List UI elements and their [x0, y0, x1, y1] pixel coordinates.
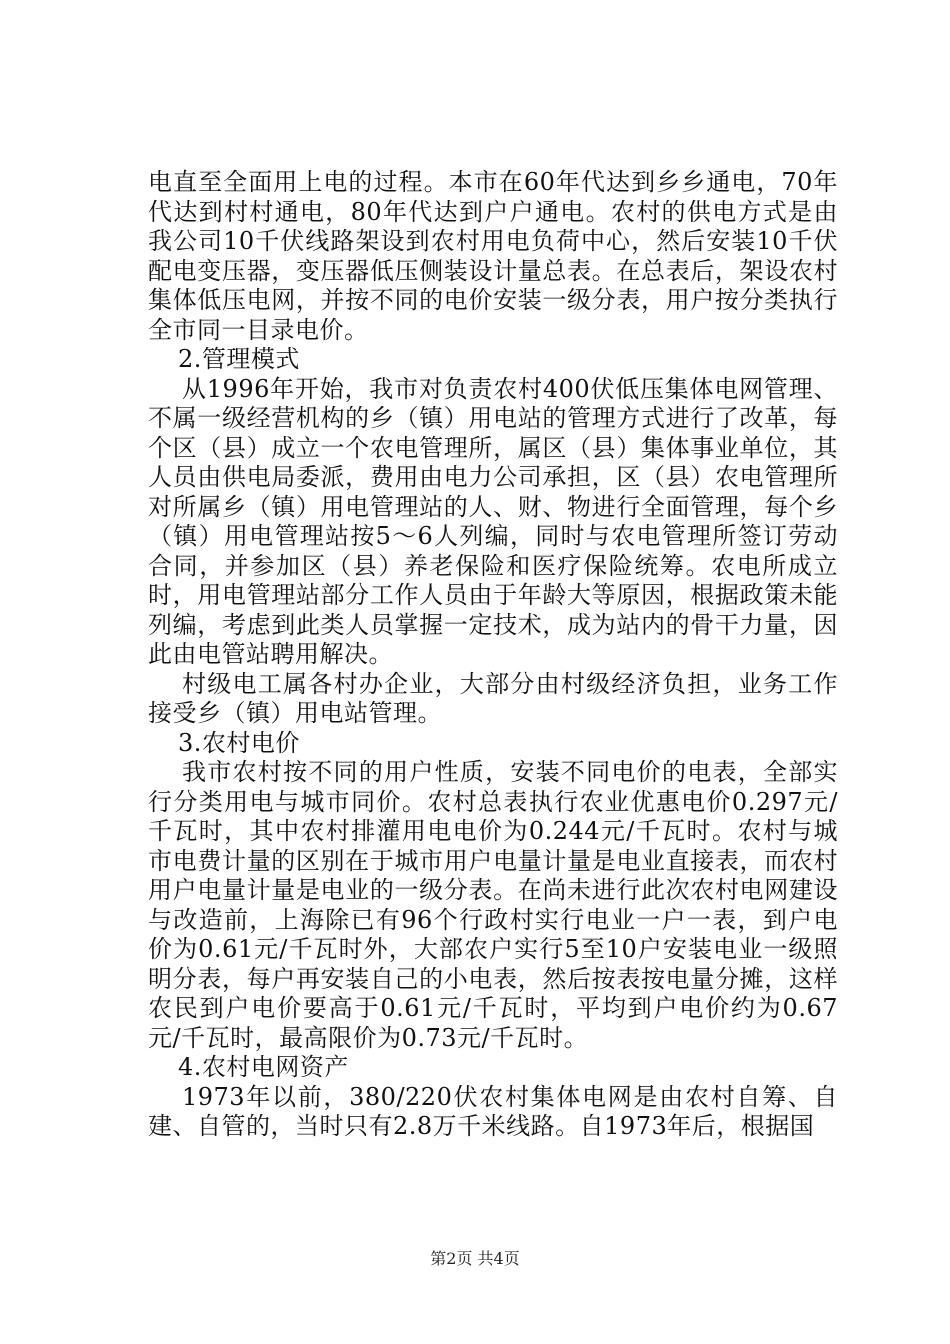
- paragraph: 1973年以前，380/220伏农村集体电网是由农村自筹、自建、自管的，当时只有2.8万千米线路。自1973年后，根据国: [148, 1082, 838, 1140]
- paragraph: 村级电工属各村办企业，大部分由村级经济负担，业务工作接受乡（镇）用电站管理。: [148, 669, 838, 727]
- page-footer: 第2页 共4页: [430, 1249, 520, 1268]
- paragraph: 从1996年开始，我市对负责农村400伏低压集体电网管理、不属一级经营机构的乡（镇）用电站的管理方式进行了改革，每个区（县）成立一个农电管理所，属区（县）集体事业单位，其人员由供电局委派，费用由电力公司承担，区（县）农电管理所对所属乡（镇）用电管理站的人、财、物进行全面管理，每个乡（镇）用电管理站按5～6人列编，同时与农电管理所签订劳动合同，并参加区（县）养老保险和医疗保险统筹。农电所成立时，用电管理站部分工作人员由于年龄大等原因，根据政策未能列编，考虑到此类人员掌握一定技术，成为站内的骨干力量，因此由电管站聘用解决。: [148, 374, 838, 668]
- paragraph: 电直至全面用上电的过程。本市在60年代达到乡乡通电，70年代达到村村通电，80年代达到户户通电。农村的供电方式是由我公司10千伏线路架设到农村用电负荷中心，然后安装10千伏配电变压器，变压器低压侧装设计量总表。在总表后，架设农村集体低压电网，并按不同的电价安装一级分表，用户按分类执行全市同一目录电价。: [148, 168, 838, 344]
- section-heading-management: 2.管理模式: [178, 345, 300, 373]
- section-heading-price: 3.农村电价: [178, 728, 300, 757]
- section-heading-assets: 4.农村电网资产: [178, 1053, 349, 1081]
- paragraph: 我市农村按不同的用户性质，安装不同电价的电表，全部实行分类用电与城市同价。农村总表执行农业优惠电价0.297元/千瓦时，其中农村排灌用电电价为0.244元/千瓦时。农村与城市电费计量的区别在于城市用户电量计量是电业直接表，而农村用户电量计量是电业的一级分表。在尚未进行此次农村电网建设与改造前，上海除已有96个行政村实行电业一户一表，到户电价为0.61元/千瓦时外，大部农户实行5至10户安装电业一级照明分表，每户再安装自己的小电表，然后按表按电量分摊，这样农民到户电价要高于0.61元/千瓦时，平均到户电价约为0.67元/千瓦时，最高限价为0.73元/千瓦时。: [148, 758, 838, 1052]
- document-body: [148, 168, 838, 1142]
